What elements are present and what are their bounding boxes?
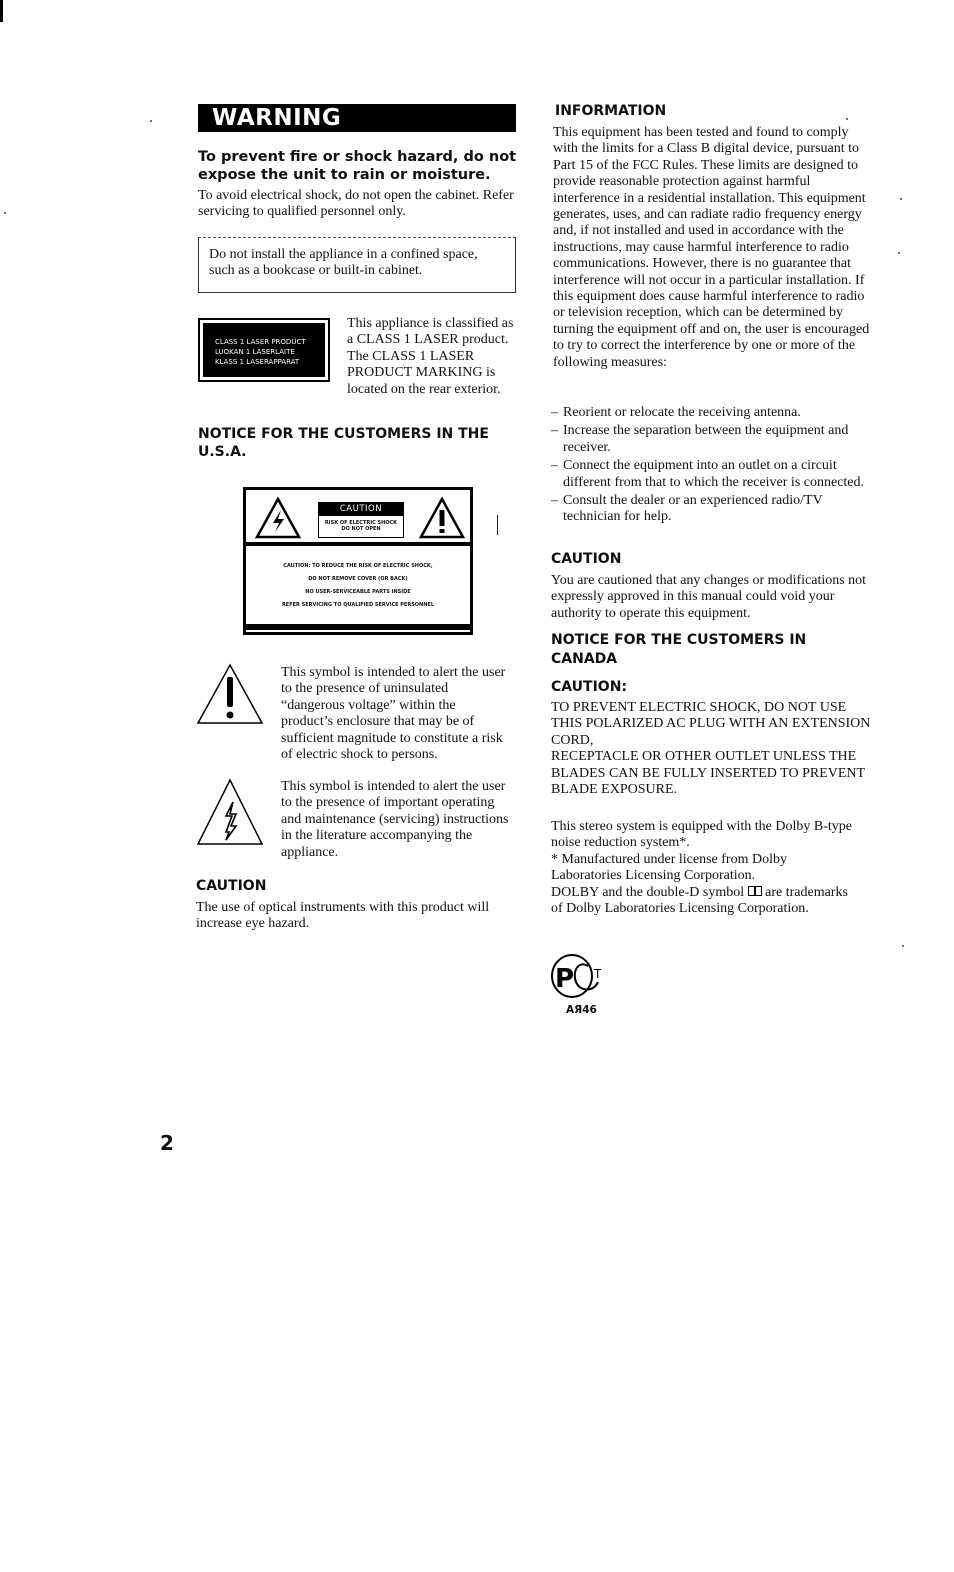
dolby-notice — [551, 819, 861, 917]
measure-text: Connect the equipment into an outlet on a circuit different from that to which the receiver is connected. — [563, 458, 865, 490]
laser-label-plate — [203, 323, 325, 377]
svg-text:T: T — [594, 967, 602, 981]
double-d-icon — [748, 886, 762, 896]
measure-text: Increase the separation between the equipment and receiver. — [563, 423, 849, 455]
install-notice-box — [198, 237, 516, 293]
caution-label-header — [246, 490, 470, 546]
dolby-trademark-post: are trademarks of Dolby Laboratories Licensing Corporation. — [551, 884, 848, 917]
optical-caution-heading: CAUTION — [196, 878, 267, 894]
install-notice-text: Do not install the appliance in a confined space, such as a bookcase or built-in cabinet. — [209, 247, 478, 279]
electric-shock-warning-icon — [254, 496, 302, 540]
dolby-system-text: This stereo system is equipped with the Dolby B-type noise reduction system*. — [551, 819, 852, 851]
list-item: – Reorient or relocate the receiving antenna. — [551, 405, 801, 420]
warning-banner: WARNING — [198, 104, 516, 132]
fcc-information-text: This equipment has been tested and found to comply with the limits for a Class B digital device, pursuant to Part 15 of the FCC Rules. These limits are designed to provide reasonable protection against harmful interference in a residential installation. This equipment generates, uses, and can radiate radio frequency energy and, if not installed and used in accordance with the instructions, may cause harmful interference to radio communications. However, there is no guarantee that interference will not occur in a particular installation. If this equipment does cause harmful interference to radio or television reception, which can be determined by turning the equipment off and on, the user is encouraged to try to correct the interference by one or more of the following measures: — [553, 125, 870, 370]
caution-tab-subtitle — [319, 516, 403, 532]
certification-code: AЯ46 — [566, 1004, 597, 1016]
shock-instruction-text: To avoid electrical shock, do not open the cabinet. Refer servicing to qualified personnel only. — [198, 188, 514, 220]
print-speck — [902, 945, 904, 947]
polarized-plug-warning — [551, 700, 871, 798]
optical-caution-text: The use of optical instruments with this product will increase eye hazard. — [196, 900, 490, 932]
dolby-trademark-text — [551, 885, 861, 918]
list-item: – Increase the separation between the equipment and receiver. — [551, 423, 849, 455]
laser-label-line: CLASS 1 LASER PRODUCT — [215, 338, 306, 346]
print-speck — [4, 212, 6, 214]
page-edge-mark — [0, 0, 3, 22]
laser-label-line: LUOKAN 1 LASERLAITE — [215, 348, 295, 356]
lightning-bolt-triangle-icon — [196, 778, 264, 846]
list-item: – Consult the dealer or an experienced radio/TV technician for help. — [551, 493, 823, 525]
measure-text: Consult the dealer or an experienced radio/TV technician for help. — [563, 493, 823, 525]
caution-label-graphic — [243, 487, 473, 635]
canada-notice-heading: NOTICE FOR THE CUSTOMERS IN CANADA — [551, 632, 807, 667]
plug-warning-line: TO PREVENT ELECTRIC SHOCK, DO NOT USE THIS POLARIZED AC PLUG WITH AN EXTENSION CORD, — [551, 700, 871, 748]
maintenance-symbol-text: This symbol is intended to alert the user to the presence of important operating and maintenance (servicing) instructions in the literature accompanying the appliance. — [281, 779, 509, 860]
svg-text:P: P — [555, 964, 575, 994]
caution-label-line: REFER SERVICING TO QUALIFIED SERVICE PERSONNEL — [281, 602, 435, 608]
page-number: 2 — [160, 1131, 174, 1155]
exclamation-triangle-icon — [196, 663, 264, 725]
plug-warning-line: RECEPTACLE OR OTHER OUTLET UNLESS THE BLADES CAN BE FULLY INSERTED TO PREVENT BLADE EXPOSURE. — [551, 749, 865, 798]
exclamation-warning-icon — [418, 496, 466, 540]
canada-caution-heading: CAUTION: — [551, 679, 628, 695]
caution-label-lines — [246, 546, 470, 630]
laser-label-line: KLASS 1 LASERAPPARAT — [215, 358, 300, 366]
caution-label-line: CAUTION: TO REDUCE THE RISK OF ELECTRIC SHOCK, — [283, 563, 433, 569]
dangerous-voltage-symbol-text: This symbol is intended to alert the user to the presence of uninsulated “dangerous voltage” within the product’s enclosure that may be of sufficient magnitude to constitute a risk of electric shock to persons. — [281, 665, 506, 763]
measures-list — [551, 405, 876, 526]
print-speck — [846, 118, 848, 120]
print-speck — [898, 252, 900, 254]
caution-tab-title: CAUTION — [319, 503, 403, 516]
print-speck — [150, 120, 152, 122]
information-heading: INFORMATION — [555, 103, 667, 119]
print-speck — [900, 198, 902, 200]
dolby-trademark-pre: DOLBY and the double-D symbol — [551, 884, 745, 900]
usa-notice-heading: NOTICE FOR THE CUSTOMERS IN THE U.S.A. — [198, 426, 489, 460]
modification-caution-heading: CAUTION — [551, 551, 622, 567]
dolby-license-text: * Manufactured under license from Dolby Laboratories Licensing Corporation. — [551, 851, 787, 884]
caution-tab-sub-line: RISK OF ELECTRIC SHOCK — [324, 520, 398, 526]
caution-tab — [318, 502, 404, 538]
pct-certification-icon — [548, 952, 612, 1000]
measure-text: Reorient or relocate the receiving antenna. — [563, 405, 801, 420]
caution-label-line: NO USER-SERVICEABLE PARTS INSIDE — [305, 589, 411, 595]
caution-tab-sub-line: DO NOT OPEN — [341, 526, 381, 532]
fire-hazard-heading: To prevent fire or shock hazard, do not expose the unit to rain or moisture. — [198, 149, 517, 183]
laser-class-label — [198, 318, 330, 382]
modification-caution-text: You are cautioned that any changes or modifications not expressly approved in this manual could void your authority to operate this equipment. — [551, 573, 867, 621]
laser-classification-text: This appliance is classified as a CLASS 1 LASER product. The CLASS 1 LASER PRODUCT MARKING is located on the rear exterior. — [347, 316, 514, 397]
list-item: – Connect the equipment into an outlet on a circuit different from that to which the receiver is connected. — [551, 458, 865, 490]
caution-label-line: DO NOT REMOVE COVER (OR BACK) — [308, 576, 408, 582]
margin-mark — [497, 515, 499, 535]
